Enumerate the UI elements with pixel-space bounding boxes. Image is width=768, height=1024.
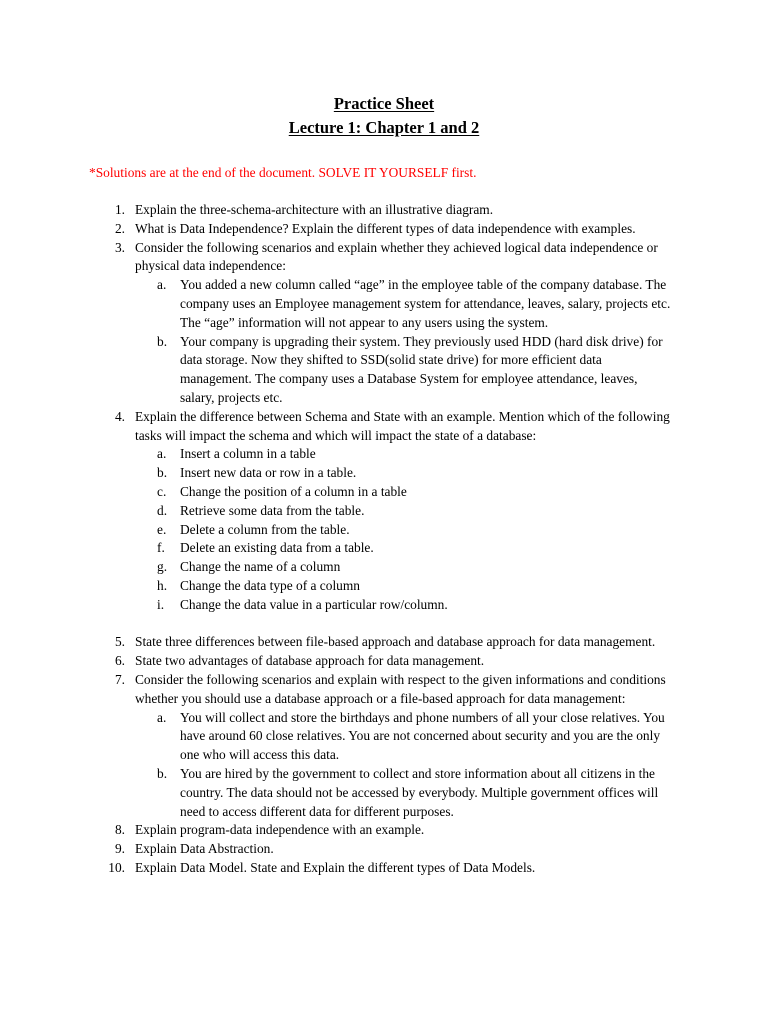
- sub-text: Insert a column in a table: [180, 446, 316, 462]
- sub-text: Insert new data or row in a table.: [180, 465, 357, 481]
- question-text: Explain Data Abstraction.: [135, 841, 274, 857]
- subitem-3b: [135, 333, 675, 408]
- subitem-4d: [135, 502, 675, 521]
- subitem-4e: [135, 521, 675, 540]
- page-subtitle: Lecture 1: Chapter 1 and 2: [288, 118, 480, 137]
- sub-label: a.: [157, 446, 167, 462]
- question-number: 2.: [114, 220, 125, 236]
- sub-label: f.: [157, 540, 165, 556]
- question-number: 6.: [114, 653, 125, 669]
- sub-text: You will collect and store the birthdays and phone numbers of all your close relatives. You have around 60 close relatives. You are not concerned about security and you are the only one who will access this data.: [180, 709, 665, 763]
- sub-text: You are hired by the government to collect and store information about all citizens in the country. The data should not be accessed by everybody. Multiple government offices will need to access different data for different purposes.: [180, 765, 659, 819]
- question-10: [0, 859, 675, 878]
- question-5: [0, 633, 675, 652]
- sub-label: a.: [157, 709, 167, 725]
- question-4-sublist: [135, 445, 675, 614]
- sub-label: b.: [157, 333, 168, 349]
- sub-text: Delete an existing data from a table.: [180, 540, 374, 556]
- question-7-sublist: [135, 709, 675, 822]
- sub-label: c.: [157, 483, 167, 499]
- sub-label: g.: [157, 559, 168, 575]
- question-2: [0, 220, 675, 239]
- subitem-7b: [135, 765, 675, 821]
- question-3: [0, 239, 675, 408]
- sub-text: Your company is upgrading their system. They previously used HDD (hard disk drive) for data storage. Now they shifted to SSD(solid state drive) for more efficient data management. The company uses a Database System for employee attendance, leaves, salary, projects etc.: [180, 333, 663, 405]
- question-number: 1.: [114, 202, 125, 217]
- sub-label: a.: [157, 277, 167, 293]
- subitem-4f: [135, 539, 675, 558]
- question-text: Consider the following scenarios and explain whether they achieved logical data independence or physical data independence:: [135, 239, 658, 274]
- question-list: [0, 201, 768, 878]
- question-4: [0, 408, 675, 634]
- question-text: Explain Data Model. State and Explain the different types of Data Models.: [135, 859, 536, 875]
- sub-text: Change the name of a column: [180, 559, 341, 575]
- question-text: State three differences between file-based approach and database approach for data management.: [135, 634, 656, 650]
- spacer: [135, 615, 675, 634]
- sub-text: Change the data value in a particular row/column.: [180, 596, 448, 612]
- sub-label: h.: [157, 577, 168, 593]
- subitem-4b: [135, 464, 675, 483]
- sub-text: Delete a column from the table.: [180, 521, 350, 537]
- subitem-7a: [135, 709, 675, 765]
- question-3-sublist: [135, 276, 675, 408]
- subitem-4g: [135, 558, 675, 577]
- subitem-3a: [135, 276, 675, 332]
- sub-label: d.: [157, 502, 168, 518]
- sub-label: b.: [157, 465, 168, 481]
- question-8: [0, 821, 675, 840]
- question-1: [0, 201, 675, 220]
- question-number: 10.: [108, 859, 125, 875]
- sub-label: b.: [157, 765, 168, 781]
- question-number: 8.: [114, 822, 125, 838]
- question-9: [0, 840, 675, 859]
- question-6: [0, 652, 675, 671]
- sub-label: i.: [157, 596, 165, 612]
- subitem-4c: [135, 483, 675, 502]
- question-number: 4.: [114, 408, 125, 424]
- question-text: Explain program-data independence with an example.: [135, 822, 425, 838]
- question-text: Consider the following scenarios and explain with respect to the given informations and conditions whether you should use a database approach or a file-based approach for data management:: [135, 671, 666, 706]
- sub-label: e.: [157, 521, 167, 537]
- question-text: Explain the difference between Schema and State with an example. Mention which of the following tasks will impact the schema and which will impact the state of a database:: [135, 408, 670, 443]
- solutions-notice: *Solutions are at the end of the document. SOLVE IT YOURSELF first.: [89, 165, 477, 180]
- question-text: State two advantages of database approach for data management.: [135, 653, 485, 669]
- question-number: 3.: [114, 239, 125, 255]
- question-7: [0, 671, 675, 821]
- question-number: 9.: [114, 841, 125, 857]
- sub-text: Change the data type of a column: [180, 577, 360, 593]
- sub-text: You added a new column called “age” in the employee table of the company database. The company uses an Employee management system for attendance, leaves, salary, projects etc. The “age” information will not appear to any users using the system.: [180, 277, 671, 330]
- sub-text: Change the position of a column in a table: [180, 483, 407, 499]
- subitem-4i: [135, 596, 675, 615]
- question-text: What is Data Independence? Explain the different types of data independence with examples.: [135, 220, 636, 236]
- question-number: 7.: [114, 671, 125, 687]
- subitem-4a: [135, 445, 675, 464]
- subitem-4h: [135, 577, 675, 596]
- question-number: 5.: [114, 634, 125, 650]
- question-text: Explain the three-schema-architecture with an illustrative diagram.: [135, 202, 494, 217]
- sub-text: Retrieve some data from the table.: [180, 502, 365, 518]
- page-title: Practice Sheet: [333, 94, 435, 113]
